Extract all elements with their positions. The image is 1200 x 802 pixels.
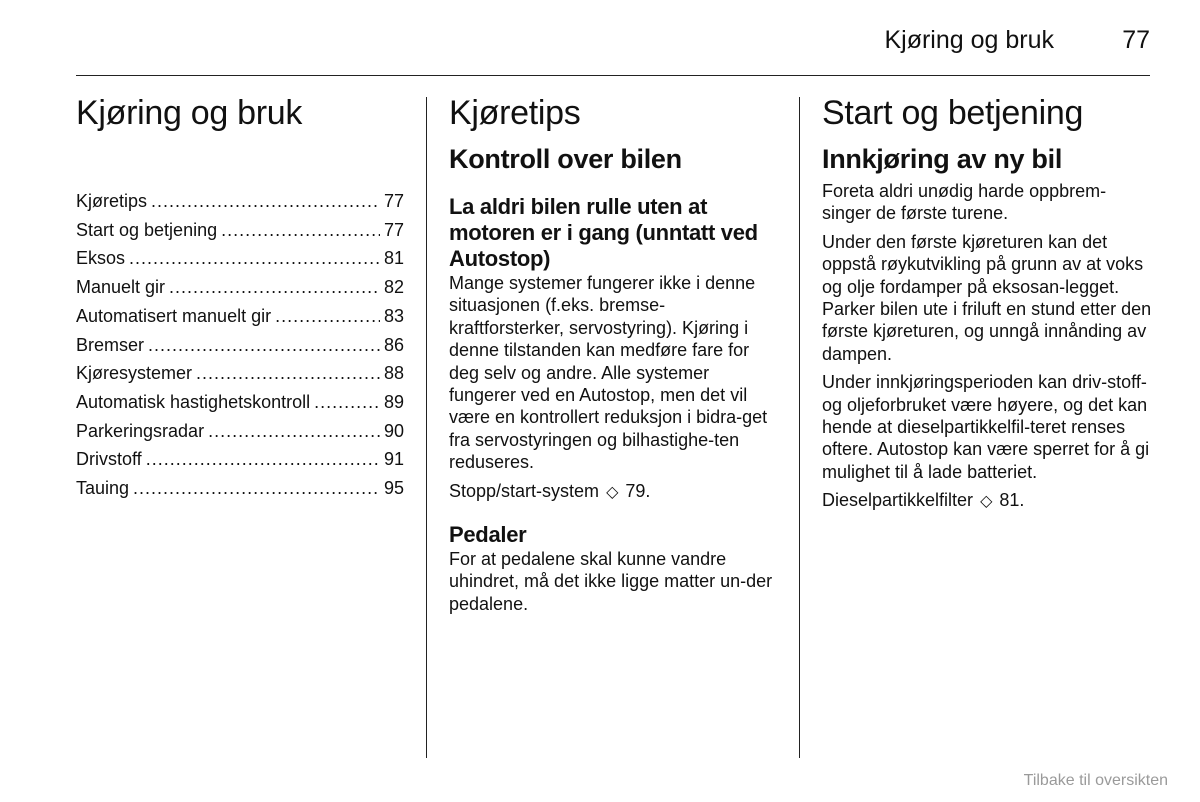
toc-item-eksos[interactable] (76, 244, 404, 273)
cross-reference-page: 81. (999, 490, 1025, 511)
toc-leader-dots (148, 331, 380, 360)
chapter-title: Kjøretips (449, 94, 581, 132)
body-paragraph: Mange systemer fungerer ikke i denne situasjonen (f.eks. bremse-kraftforsterker, servostyring). Kjøring i denne tilstanden kan medføre fare for deg selv og andre. Alle systemer fungerer ved en Autostop, men det vil være en kontrollert reduksjon i bidra-get fra servostyringen og bilhastighe-ten reduseres. (449, 273, 768, 473)
toc-item-manuelt-gir[interactable] (76, 273, 404, 302)
toc-item-page: 82 (383, 277, 404, 298)
toc-item-label: Manuelt gir (76, 277, 166, 298)
toc-leader-dots (151, 187, 380, 216)
toc-item-label: Automatisk hastighetskontroll (76, 391, 311, 412)
toc-leader-dots (314, 388, 380, 417)
toc-leader-dots (275, 302, 380, 331)
toc-item-automatisert-manuelt-gir[interactable] (76, 302, 404, 331)
toc-item-page: 77 (383, 219, 404, 240)
column-start-og-betjening (822, 92, 1152, 520)
column-divider-right (799, 97, 800, 758)
toc-leader-dots (221, 216, 380, 245)
toc-leader-dots (129, 244, 380, 273)
header-rule (76, 75, 1150, 76)
toc-item-label: Parkeringsradar (76, 420, 205, 441)
toc-leader-dots (169, 273, 380, 302)
cross-reference-link[interactable]: Stopp/start-system (449, 480, 600, 501)
toc-item-page: 95 (383, 478, 404, 499)
toc-item-tauing[interactable] (76, 474, 404, 503)
body-paragraph: Foreta aldri unødig harde oppbrem-singer de første turene. (822, 181, 1107, 224)
toc-item-label: Kjøresystemer (76, 363, 193, 384)
toc-item-label: Eksos (76, 248, 126, 269)
toc-item-label: Drivstoff (76, 449, 142, 470)
running-header-title: Kjøring og bruk (884, 26, 1054, 54)
reference-arrow-icon: ◇ (980, 493, 993, 511)
back-to-overview-link[interactable]: Tilbake til oversikten (1023, 772, 1168, 789)
toc-leader-dots (196, 359, 380, 388)
column-kjoretips (449, 92, 777, 621)
toc-item-page: 91 (383, 449, 404, 470)
page-number: 77 (1122, 26, 1150, 54)
toc-item-kjoretips[interactable] (76, 187, 404, 216)
toc-item-label: Start og betjening (76, 219, 218, 240)
body-paragraph: Under den første kjøreturen kan det oppstå røykutvikling på grunn av at voks og olje fordamper på eksosan-legget. Parker bilen ute i friluft en stund etter den første kjøreturen, og unngå innånding av dampen. (822, 231, 1152, 364)
toc-item-page: 88 (383, 363, 404, 384)
toc-leader-dots (133, 474, 380, 503)
body-paragraph: For at pedalene skal kunne vandre uhindret, må det ikke ligge matter un-der pedalene. (449, 549, 773, 614)
reference-arrow-icon: ◇ (606, 483, 619, 501)
toc-item-label: Tauing (76, 478, 130, 499)
cross-reference-page: 79. (625, 480, 651, 501)
toc-item-kjoresystemer[interactable] (76, 359, 404, 388)
toc-item-page: 86 (383, 334, 404, 355)
chapter-title: Start og betjening (822, 94, 1084, 132)
toc-item-label: Automatisert manuelt gir (76, 305, 272, 326)
column-toc (76, 92, 404, 503)
toc-item-start-og-betjening[interactable] (76, 216, 404, 245)
toc-item-page: 90 (383, 420, 404, 441)
cross-reference (449, 480, 777, 504)
column-divider-left (426, 97, 427, 758)
cross-reference (822, 489, 1152, 513)
toc-item-drivstoff[interactable] (76, 445, 404, 474)
table-of-contents (76, 187, 404, 503)
toc-item-page: 89 (383, 391, 404, 412)
toc-item-label: Bremser (76, 334, 145, 355)
section-title: Innkjøring av ny bil (822, 144, 1063, 174)
toc-item-automatisk-hastighetskontroll[interactable] (76, 388, 404, 417)
body-paragraph: Under innkjøringsperioden kan driv-stoff- og oljeforbruket være høyere, og det kan hende at dieselpartikkelfil-teret renses oftere. Autostop kan være sperret for å gi mulighet til å lade batteriet. (822, 372, 1150, 482)
toc-item-bremser[interactable] (76, 331, 404, 360)
subsection-title: Pedaler (449, 522, 527, 548)
section-title: Kontroll over bilen (449, 144, 682, 174)
toc-item-page: 81 (383, 248, 404, 269)
toc-item-parkeringsradar[interactable] (76, 417, 404, 446)
chapter-title: Kjøring og bruk (76, 94, 303, 132)
toc-leader-dots (146, 445, 380, 474)
toc-item-label: Kjøretips (76, 191, 148, 211)
cross-reference-link[interactable]: Dieselpartikkelfilter (822, 490, 974, 511)
subsection-title: La aldri bilen rulle uten at motoren er i gang (unntatt ved Autostop) (449, 194, 758, 271)
toc-item-page: 83 (383, 305, 404, 326)
toc-leader-dots (208, 417, 380, 446)
toc-item-page: 77 (383, 191, 404, 211)
